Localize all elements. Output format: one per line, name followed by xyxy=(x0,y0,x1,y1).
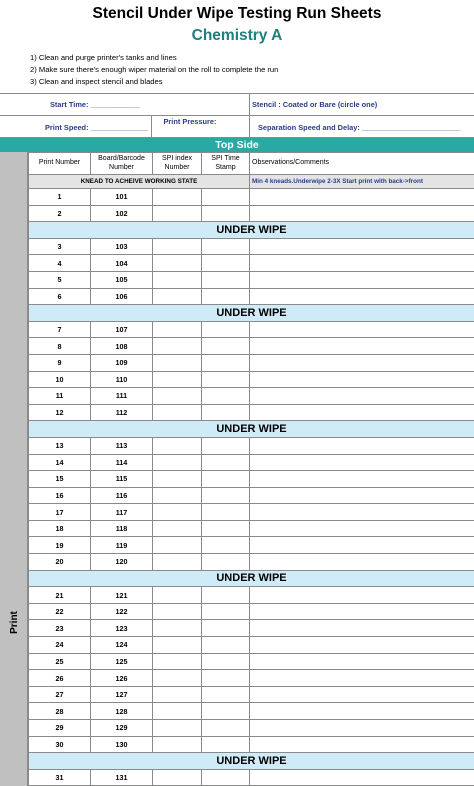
observations-cell[interactable] xyxy=(250,189,474,206)
board-number-cell: 101 xyxy=(91,189,153,206)
observations-cell[interactable] xyxy=(250,354,474,371)
print-number-cell: 13 xyxy=(29,437,91,454)
table-row xyxy=(29,554,474,571)
spi-time-stamp-cell[interactable] xyxy=(202,371,250,388)
observations-cell[interactable] xyxy=(250,454,474,471)
table-row xyxy=(29,720,474,737)
print-number-cell: 29 xyxy=(29,720,91,737)
spi-index-cell[interactable] xyxy=(153,388,202,405)
spi-time-stamp-cell[interactable] xyxy=(202,637,250,654)
spi-index-cell[interactable] xyxy=(153,720,202,737)
observations-cell[interactable] xyxy=(250,537,474,554)
print-number-cell: 18 xyxy=(29,520,91,537)
table-row xyxy=(29,620,474,637)
observations-cell[interactable] xyxy=(250,670,474,687)
spi-index-cell[interactable] xyxy=(153,288,202,305)
under-wipe-row xyxy=(29,753,474,770)
observations-cell[interactable] xyxy=(250,587,474,604)
col-spi-index: SPI index Number xyxy=(153,153,202,175)
spi-time-stamp-cell[interactable] xyxy=(202,603,250,620)
table-row xyxy=(29,670,474,687)
spi-index-cell[interactable] xyxy=(153,271,202,288)
spi-index-cell[interactable] xyxy=(153,205,202,222)
spi-index-cell[interactable] xyxy=(153,520,202,537)
table-row xyxy=(29,371,474,388)
spi-index-cell[interactable] xyxy=(153,437,202,454)
table-row xyxy=(29,454,474,471)
spi-time-stamp-cell[interactable] xyxy=(202,736,250,753)
table-row xyxy=(29,487,474,504)
print-pressure-field[interactable]: Print Pressure: xyxy=(163,117,217,126)
observations-cell[interactable] xyxy=(250,554,474,571)
table-row xyxy=(29,653,474,670)
print-number-cell: 24 xyxy=(29,637,91,654)
observations-cell[interactable] xyxy=(250,686,474,703)
observations-cell[interactable] xyxy=(250,371,474,388)
under-wipe-row xyxy=(29,222,474,239)
spi-time-stamp-cell[interactable] xyxy=(202,238,250,255)
spi-time-stamp-cell[interactable] xyxy=(202,537,250,554)
spi-index-cell[interactable] xyxy=(153,620,202,637)
board-number-cell: 117 xyxy=(91,504,153,521)
table-row xyxy=(29,587,474,604)
observations-cell[interactable] xyxy=(250,271,474,288)
table-row xyxy=(29,736,474,753)
table-row xyxy=(29,537,474,554)
table-row xyxy=(29,388,474,405)
observations-cell[interactable] xyxy=(250,653,474,670)
observations-cell[interactable] xyxy=(250,703,474,720)
table-row xyxy=(29,637,474,654)
run-sheet-table xyxy=(28,152,474,786)
observations-cell[interactable] xyxy=(250,321,474,338)
spi-time-stamp-cell[interactable] xyxy=(202,404,250,421)
table-row xyxy=(29,471,474,488)
print-number-cell: 19 xyxy=(29,537,91,554)
spi-time-stamp-cell[interactable] xyxy=(202,288,250,305)
instruction-2: 2) Make sure there's enough wiper material on the roll to complete the run xyxy=(30,65,279,74)
spi-index-cell[interactable] xyxy=(153,189,202,206)
board-number-cell: 110 xyxy=(91,371,153,388)
observations-cell[interactable] xyxy=(250,487,474,504)
print-number-cell: 3 xyxy=(29,238,91,255)
col-observations: Observations/Comments xyxy=(250,153,474,175)
spi-time-stamp-cell[interactable] xyxy=(202,255,250,272)
table-row xyxy=(29,205,474,222)
print-number-cell: 25 xyxy=(29,653,91,670)
spi-time-stamp-cell[interactable] xyxy=(202,321,250,338)
knead-label: KNEAD TO ACHEIVE WORKING STATE xyxy=(29,175,250,189)
print-number-cell: 22 xyxy=(29,603,91,620)
observations-cell[interactable] xyxy=(250,620,474,637)
observations-cell[interactable] xyxy=(250,504,474,521)
spi-index-cell[interactable] xyxy=(153,238,202,255)
spi-index-cell[interactable] xyxy=(153,338,202,355)
spi-time-stamp-cell[interactable] xyxy=(202,620,250,637)
board-number-cell: 118 xyxy=(91,520,153,537)
instruction-1: 1) Clean and purge printer's tanks and lines xyxy=(30,53,177,62)
form-divider-v2 xyxy=(249,93,250,137)
print-number-cell: 9 xyxy=(29,354,91,371)
spi-time-stamp-cell[interactable] xyxy=(202,520,250,537)
spi-index-cell[interactable] xyxy=(153,653,202,670)
print-number-cell: 2 xyxy=(29,205,91,222)
spi-time-stamp-cell[interactable] xyxy=(202,670,250,687)
print-number-cell: 12 xyxy=(29,404,91,421)
observations-cell[interactable] xyxy=(250,255,474,272)
under-wipe-label: UNDER WIPE xyxy=(29,222,474,239)
under-wipe-label: UNDER WIPE xyxy=(29,570,474,587)
print-number-cell: 26 xyxy=(29,670,91,687)
board-number-cell: 107 xyxy=(91,321,153,338)
spi-time-stamp-cell[interactable] xyxy=(202,354,250,371)
table-row xyxy=(29,703,474,720)
spi-index-cell[interactable] xyxy=(153,255,202,272)
print-number-cell: 31 xyxy=(29,769,91,786)
print-number-cell: 14 xyxy=(29,454,91,471)
print-number-cell: 16 xyxy=(29,487,91,504)
section-title-top-side: Top Side xyxy=(0,138,474,152)
print-sidebar xyxy=(0,152,28,786)
print-number-cell: 15 xyxy=(29,471,91,488)
table-row xyxy=(29,437,474,454)
table-row xyxy=(29,321,474,338)
spi-index-cell[interactable] xyxy=(153,504,202,521)
spi-index-cell[interactable] xyxy=(153,554,202,571)
board-number-cell: 113 xyxy=(91,437,153,454)
spi-time-stamp-cell[interactable] xyxy=(202,703,250,720)
board-number-cell: 131 xyxy=(91,769,153,786)
board-number-cell: 120 xyxy=(91,554,153,571)
print-number-cell: 4 xyxy=(29,255,91,272)
spi-time-stamp-cell[interactable] xyxy=(202,587,250,604)
under-wipe-label: UNDER WIPE xyxy=(29,753,474,770)
table-row xyxy=(29,686,474,703)
stencil-type-field[interactable]: Stencil : Coated or Bare (circle one) xyxy=(252,100,378,109)
board-number-cell: 114 xyxy=(91,454,153,471)
table-row xyxy=(29,288,474,305)
table-row xyxy=(29,238,474,255)
spi-time-stamp-cell[interactable] xyxy=(202,769,250,786)
table-row xyxy=(29,354,474,371)
under-wipe-row xyxy=(29,570,474,587)
print-number-cell: 21 xyxy=(29,587,91,604)
spi-time-stamp-cell[interactable] xyxy=(202,338,250,355)
spi-index-cell[interactable] xyxy=(153,471,202,488)
spi-index-cell[interactable] xyxy=(153,703,202,720)
instruction-3: 3) Clean and inspect stencil and blades xyxy=(30,77,163,86)
table-header-row xyxy=(29,153,474,175)
spi-time-stamp-cell[interactable] xyxy=(202,720,250,737)
print-number-cell: 6 xyxy=(29,288,91,305)
board-number-cell: 103 xyxy=(91,238,153,255)
board-number-cell: 126 xyxy=(91,670,153,687)
print-speed-field[interactable]: Print Speed: ______________ xyxy=(45,123,149,132)
under-wipe-label: UNDER WIPE xyxy=(29,305,474,322)
spi-time-stamp-cell[interactable] xyxy=(202,271,250,288)
form-divider-v1 xyxy=(151,115,152,137)
board-number-cell: 125 xyxy=(91,653,153,670)
spi-index-cell[interactable] xyxy=(153,736,202,753)
spi-index-cell[interactable] xyxy=(153,321,202,338)
form-divider-top xyxy=(0,93,474,94)
board-number-cell: 127 xyxy=(91,686,153,703)
print-number-cell: 10 xyxy=(29,371,91,388)
observations-cell[interactable] xyxy=(250,520,474,537)
board-number-cell: 116 xyxy=(91,487,153,504)
spi-time-stamp-cell[interactable] xyxy=(202,686,250,703)
table-row xyxy=(29,255,474,272)
separation-speed-field[interactable]: Separation Speed and Delay: ________________________ xyxy=(258,123,461,132)
print-number-cell: 5 xyxy=(29,271,91,288)
table-row xyxy=(29,520,474,537)
board-number-cell: 124 xyxy=(91,637,153,654)
board-number-cell: 121 xyxy=(91,587,153,604)
board-number-cell: 130 xyxy=(91,736,153,753)
print-number-cell: 20 xyxy=(29,554,91,571)
observations-cell[interactable] xyxy=(250,437,474,454)
board-number-cell: 105 xyxy=(91,271,153,288)
board-number-cell: 123 xyxy=(91,620,153,637)
observations-cell[interactable] xyxy=(250,205,474,222)
print-number-cell: 11 xyxy=(29,388,91,405)
knead-note: Min 4 kneads.Underwipe 2-3X Start print with back->front xyxy=(250,175,474,189)
spi-time-stamp-cell[interactable] xyxy=(202,471,250,488)
board-number-cell: 106 xyxy=(91,288,153,305)
print-number-cell: 23 xyxy=(29,620,91,637)
col-print-number: Print Number xyxy=(29,153,91,175)
observations-cell[interactable] xyxy=(250,388,474,405)
under-wipe-row xyxy=(29,305,474,322)
table-row xyxy=(29,271,474,288)
board-number-cell: 108 xyxy=(91,338,153,355)
col-board-barcode: Board/Barcode Number xyxy=(91,153,153,175)
print-number-cell: 8 xyxy=(29,338,91,355)
spi-time-stamp-cell[interactable] xyxy=(202,189,250,206)
board-number-cell: 102 xyxy=(91,205,153,222)
observations-cell[interactable] xyxy=(250,338,474,355)
form-divider-middle xyxy=(0,115,474,116)
board-number-cell: 109 xyxy=(91,354,153,371)
observations-cell[interactable] xyxy=(250,471,474,488)
spi-index-cell[interactable] xyxy=(153,371,202,388)
print-number-cell: 30 xyxy=(29,736,91,753)
sheet-title: Stencil Under Wipe Testing Run Sheets xyxy=(92,5,382,22)
spi-time-stamp-cell[interactable] xyxy=(202,437,250,454)
board-number-cell: 122 xyxy=(91,603,153,620)
observations-cell[interactable] xyxy=(250,736,474,753)
col-spi-time-stamp: SPI Time Stamp xyxy=(202,153,250,175)
spi-time-stamp-cell[interactable] xyxy=(202,653,250,670)
print-number-cell: 27 xyxy=(29,686,91,703)
spi-time-stamp-cell[interactable] xyxy=(202,454,250,471)
spi-time-stamp-cell[interactable] xyxy=(202,388,250,405)
spi-index-cell[interactable] xyxy=(153,603,202,620)
observations-cell[interactable] xyxy=(250,720,474,737)
spi-time-stamp-cell[interactable] xyxy=(202,487,250,504)
print-number-cell: 1 xyxy=(29,189,91,206)
observations-cell[interactable] xyxy=(250,769,474,786)
spi-index-cell[interactable] xyxy=(153,587,202,604)
knead-row xyxy=(29,175,474,189)
table-row xyxy=(29,769,474,786)
spi-index-cell[interactable] xyxy=(153,354,202,371)
spi-index-cell[interactable] xyxy=(153,686,202,703)
spi-index-cell[interactable] xyxy=(153,537,202,554)
board-number-cell: 112 xyxy=(91,404,153,421)
spi-index-cell[interactable] xyxy=(153,769,202,786)
spi-time-stamp-cell[interactable] xyxy=(202,205,250,222)
board-number-cell: 111 xyxy=(91,388,153,405)
under-wipe-row xyxy=(29,421,474,438)
table-row xyxy=(29,504,474,521)
board-number-cell: 119 xyxy=(91,537,153,554)
spi-time-stamp-cell[interactable] xyxy=(202,554,250,571)
print-number-cell: 7 xyxy=(29,321,91,338)
table-row xyxy=(29,189,474,206)
table-row xyxy=(29,338,474,355)
spi-index-cell[interactable] xyxy=(153,670,202,687)
spi-time-stamp-cell[interactable] xyxy=(202,504,250,521)
print-number-cell: 17 xyxy=(29,504,91,521)
table-row xyxy=(29,404,474,421)
print-number-cell: 28 xyxy=(29,703,91,720)
observations-cell[interactable] xyxy=(250,404,474,421)
board-number-cell: 115 xyxy=(91,471,153,488)
under-wipe-label: UNDER WIPE xyxy=(29,421,474,438)
observations-cell[interactable] xyxy=(250,603,474,620)
observations-cell[interactable] xyxy=(250,288,474,305)
table-row xyxy=(29,603,474,620)
spi-index-cell[interactable] xyxy=(153,404,202,421)
board-number-cell: 129 xyxy=(91,720,153,737)
observations-cell[interactable] xyxy=(250,238,474,255)
observations-cell[interactable] xyxy=(250,637,474,654)
chemistry-subtitle: Chemistry A xyxy=(191,27,283,44)
start-time-field[interactable]: Start Time: ____________ xyxy=(50,100,140,109)
board-number-cell: 128 xyxy=(91,703,153,720)
board-number-cell: 104 xyxy=(91,255,153,272)
print-side-label: Print xyxy=(8,610,20,634)
spi-index-cell[interactable] xyxy=(153,637,202,654)
spi-index-cell[interactable] xyxy=(153,454,202,471)
spi-index-cell[interactable] xyxy=(153,487,202,504)
